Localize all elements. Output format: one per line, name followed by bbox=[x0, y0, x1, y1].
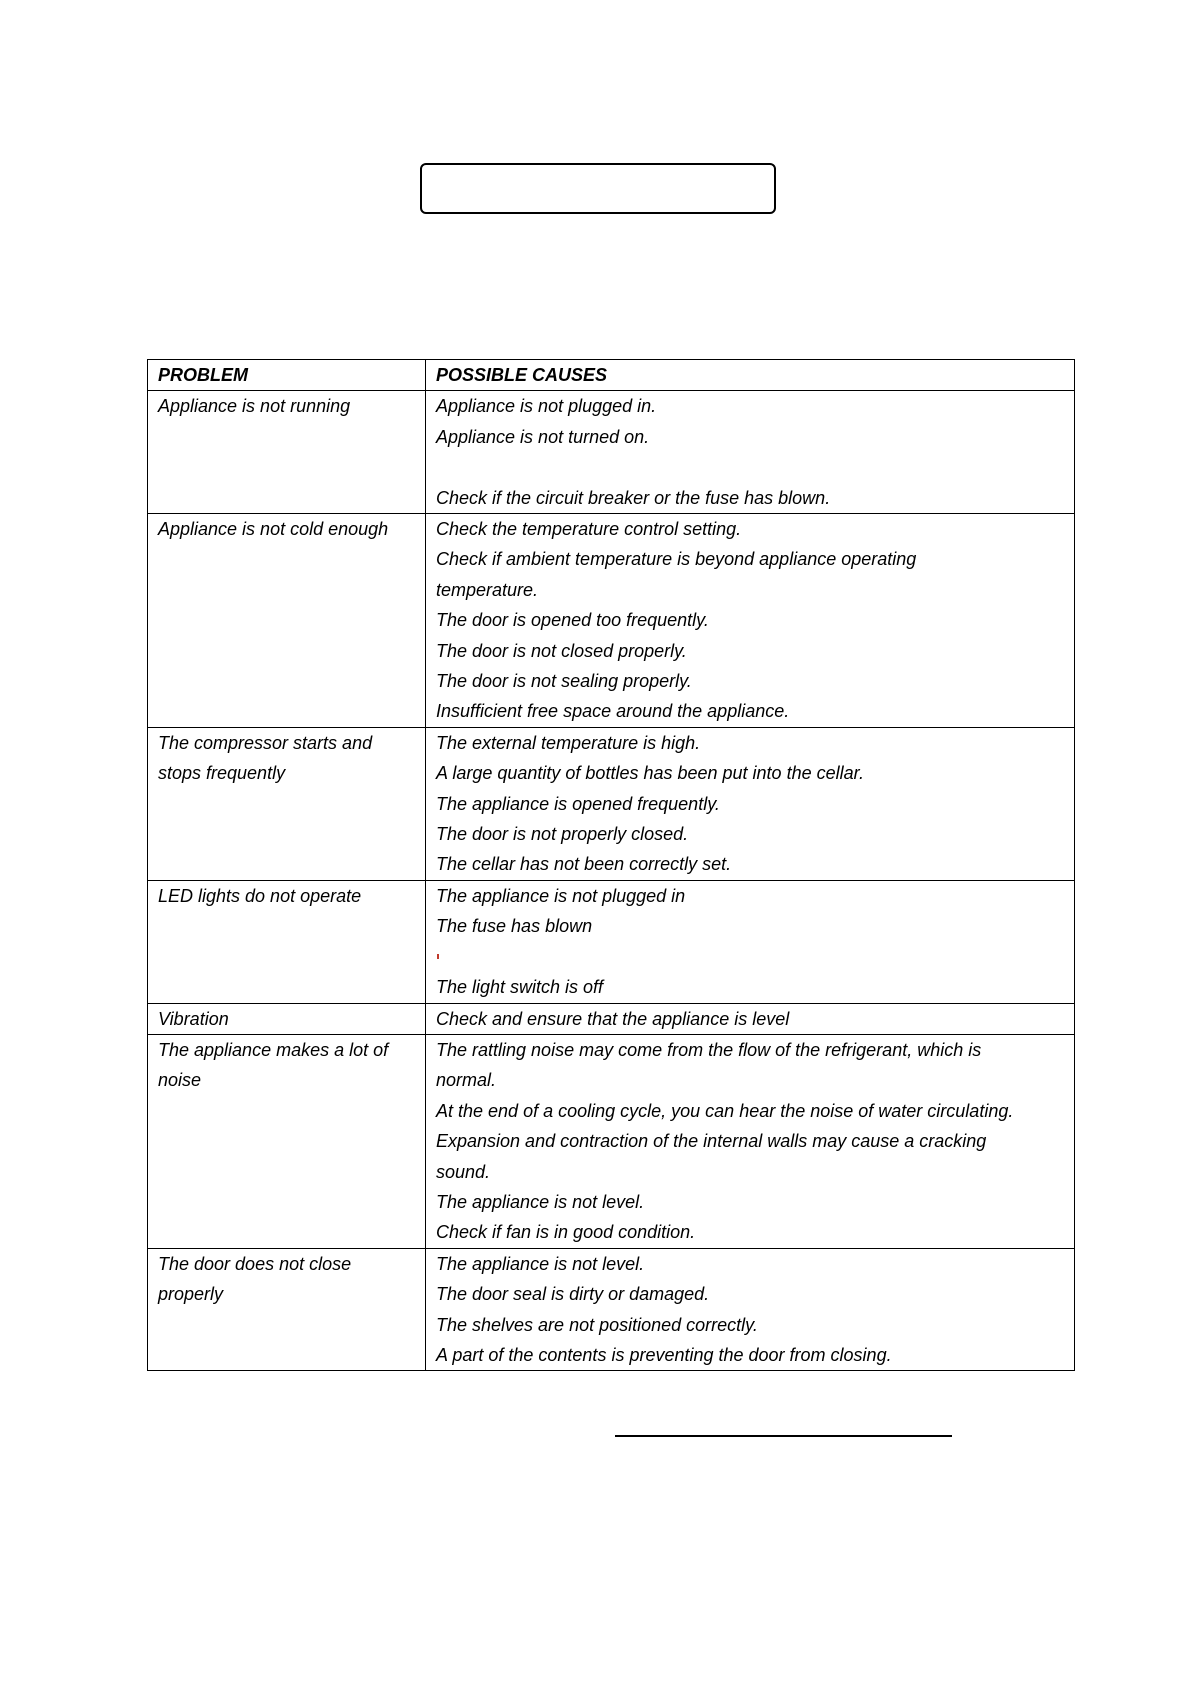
table-row bbox=[148, 727, 1075, 880]
cause-item: Appliance is not plugged in. bbox=[436, 396, 657, 417]
cause-item: Expansion and contraction of the internal walls may cause a cracking sound. bbox=[436, 1131, 987, 1182]
cause-item: The appliance is not plugged in bbox=[436, 885, 686, 906]
causes-cell bbox=[426, 727, 1075, 880]
table-header-row bbox=[148, 360, 1075, 391]
cause-item-blank bbox=[436, 452, 1074, 482]
cause-item: Check if the circuit breaker or the fuse has blown. bbox=[436, 487, 831, 508]
table-row bbox=[148, 1248, 1075, 1371]
table-row bbox=[148, 1034, 1075, 1248]
header-possible-causes: POSSIBLE CAUSES bbox=[426, 360, 1075, 391]
causes-cell bbox=[426, 1034, 1075, 1248]
red-mark bbox=[436, 942, 1074, 972]
cause-item: The fuse has blown bbox=[436, 916, 593, 937]
table-row bbox=[148, 1003, 1075, 1034]
header-problem: PROBLEM bbox=[148, 360, 426, 391]
cause-item: The external temperature is high. bbox=[436, 732, 701, 753]
problem-cell: LED lights do not operate bbox=[148, 880, 426, 1003]
cause-item: Appliance is not turned on. bbox=[436, 426, 650, 447]
cause-item: The appliance is not level. bbox=[436, 1253, 645, 1274]
causes-cell bbox=[426, 1248, 1075, 1371]
problem-cell: Appliance is not cold enough bbox=[148, 514, 426, 728]
cause-item: Check if ambient temperature is beyond appliance operating temperature. bbox=[436, 549, 917, 600]
cause-item: The door is not closed properly. bbox=[436, 640, 687, 661]
cause-item: The appliance is opened frequently. bbox=[436, 793, 720, 814]
troubleshooting-table bbox=[147, 359, 1075, 1371]
table-row bbox=[148, 514, 1075, 728]
causes-cell bbox=[426, 880, 1075, 1003]
cause-item: The shelves are not positioned correctly. bbox=[436, 1314, 758, 1335]
problem-cell: Vibration bbox=[148, 1003, 426, 1034]
table-row bbox=[148, 391, 1075, 514]
cause-item: At the end of a cooling cycle, you can hear the noise of water circulating. bbox=[436, 1100, 1014, 1121]
problem-cell: The appliance makes a lot of noise bbox=[148, 1034, 426, 1248]
cause-item: A large quantity of bottles has been put into the cellar. bbox=[436, 763, 864, 784]
cause-item: Insufficient free space around the appliance. bbox=[436, 701, 790, 722]
cause-item: The door seal is dirty or damaged. bbox=[436, 1284, 710, 1305]
cause-item: The cellar has not been correctly set. bbox=[436, 854, 732, 875]
footer-rule bbox=[615, 1435, 952, 1437]
cause-item: A part of the contents is preventing the door from closing. bbox=[436, 1344, 892, 1365]
cause-item: The door is not properly closed. bbox=[436, 824, 689, 845]
cause-item: The rattling noise may come from the flow of the refrigerant, which is normal. bbox=[436, 1039, 982, 1091]
causes-cell bbox=[426, 1003, 1075, 1034]
problem-cell: The door does not close properly bbox=[148, 1248, 426, 1371]
cause-item: Check and ensure that the appliance is level bbox=[436, 1008, 790, 1029]
title-box bbox=[420, 163, 776, 214]
cause-item: Check the temperature control setting. bbox=[436, 519, 742, 540]
cause-item: The light switch is off bbox=[436, 977, 604, 998]
cause-item: The door is not sealing properly. bbox=[436, 671, 692, 692]
table-row bbox=[148, 880, 1075, 1003]
problem-cell: The compressor starts and stops frequently bbox=[148, 727, 426, 880]
causes-cell bbox=[426, 391, 1075, 514]
cause-item: The door is opened too frequently. bbox=[436, 610, 709, 631]
cause-item: Check if fan is in good condition. bbox=[436, 1222, 696, 1243]
problem-cell: Appliance is not running bbox=[148, 391, 426, 514]
causes-cell bbox=[426, 514, 1075, 728]
cause-item: The appliance is not level. bbox=[436, 1191, 645, 1212]
